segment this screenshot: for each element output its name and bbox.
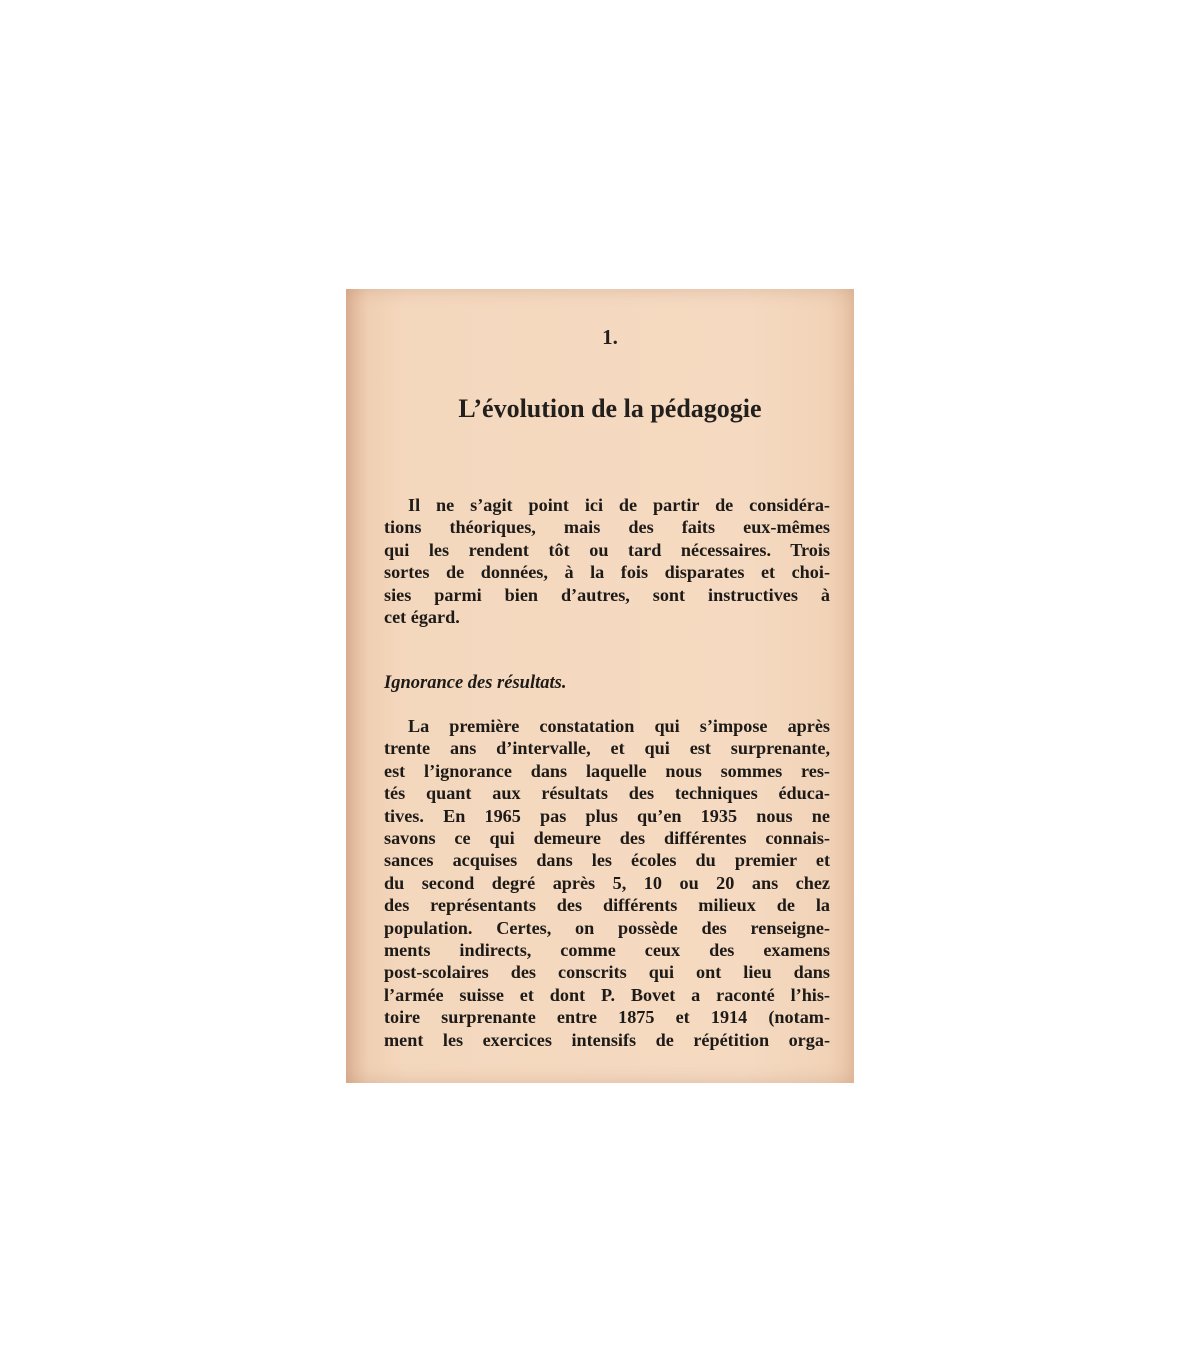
text-line: La première constatation qui s’impose après: [408, 716, 830, 736]
text-line: ments indirects, comme ceux des examens: [384, 940, 830, 961]
text-line: l’armée suisse et dont P. Bovet a raconté l’his-: [384, 984, 830, 1005]
text-line: tés quant aux résultats des techniques éduca-: [384, 783, 830, 804]
text-line: post-scolaires des conscrits qui ont lieu dans: [384, 962, 830, 983]
section-heading: Ignorance des résultats.: [384, 673, 567, 693]
book-page: [346, 289, 854, 1083]
text-line: cet égard.: [384, 607, 460, 628]
text-line: sies parmi bien d’autres, sont instructives à: [384, 584, 830, 605]
text-line: sances acquises dans les écoles du premier et: [384, 850, 830, 871]
text-line: tions théoriques, mais des faits eux-mêmes: [384, 517, 830, 538]
intro-paragraph: [384, 494, 830, 628]
text-line: est l’ignorance dans laquelle nous sommes res-: [384, 760, 830, 781]
body-paragraph: [384, 715, 830, 1051]
chapter-title: L’évolution de la pédagogie: [458, 394, 762, 423]
text-line: Il ne s’agit point ici de partir de considéra-: [408, 495, 830, 515]
text-line: savons ce qui demeure des différentes connais-: [384, 828, 830, 849]
text-line: trente ans d’intervalle, et qui est surprenante,: [384, 738, 830, 759]
text-line: qui les rendent tôt ou tard nécessaires. Trois: [384, 539, 830, 560]
text-line: tives. En 1965 pas plus qu’en 1935 nous ne: [384, 805, 830, 826]
text-line: toire surprenante entre 1875 et 1914 (notam-: [384, 1007, 830, 1028]
chapter-number: 1.: [602, 325, 618, 349]
text-line: sortes de données, à la fois disparates et choi-: [384, 562, 830, 583]
text-line: des représentants des différents milieux de la: [384, 895, 830, 916]
text-line: du second degré après 5, 10 ou 20 ans chez: [384, 872, 830, 893]
text-line: population. Certes, on possède des renseigne-: [384, 917, 830, 938]
text-line: ment les exercices intensifs de répétition orga-: [384, 1029, 830, 1050]
